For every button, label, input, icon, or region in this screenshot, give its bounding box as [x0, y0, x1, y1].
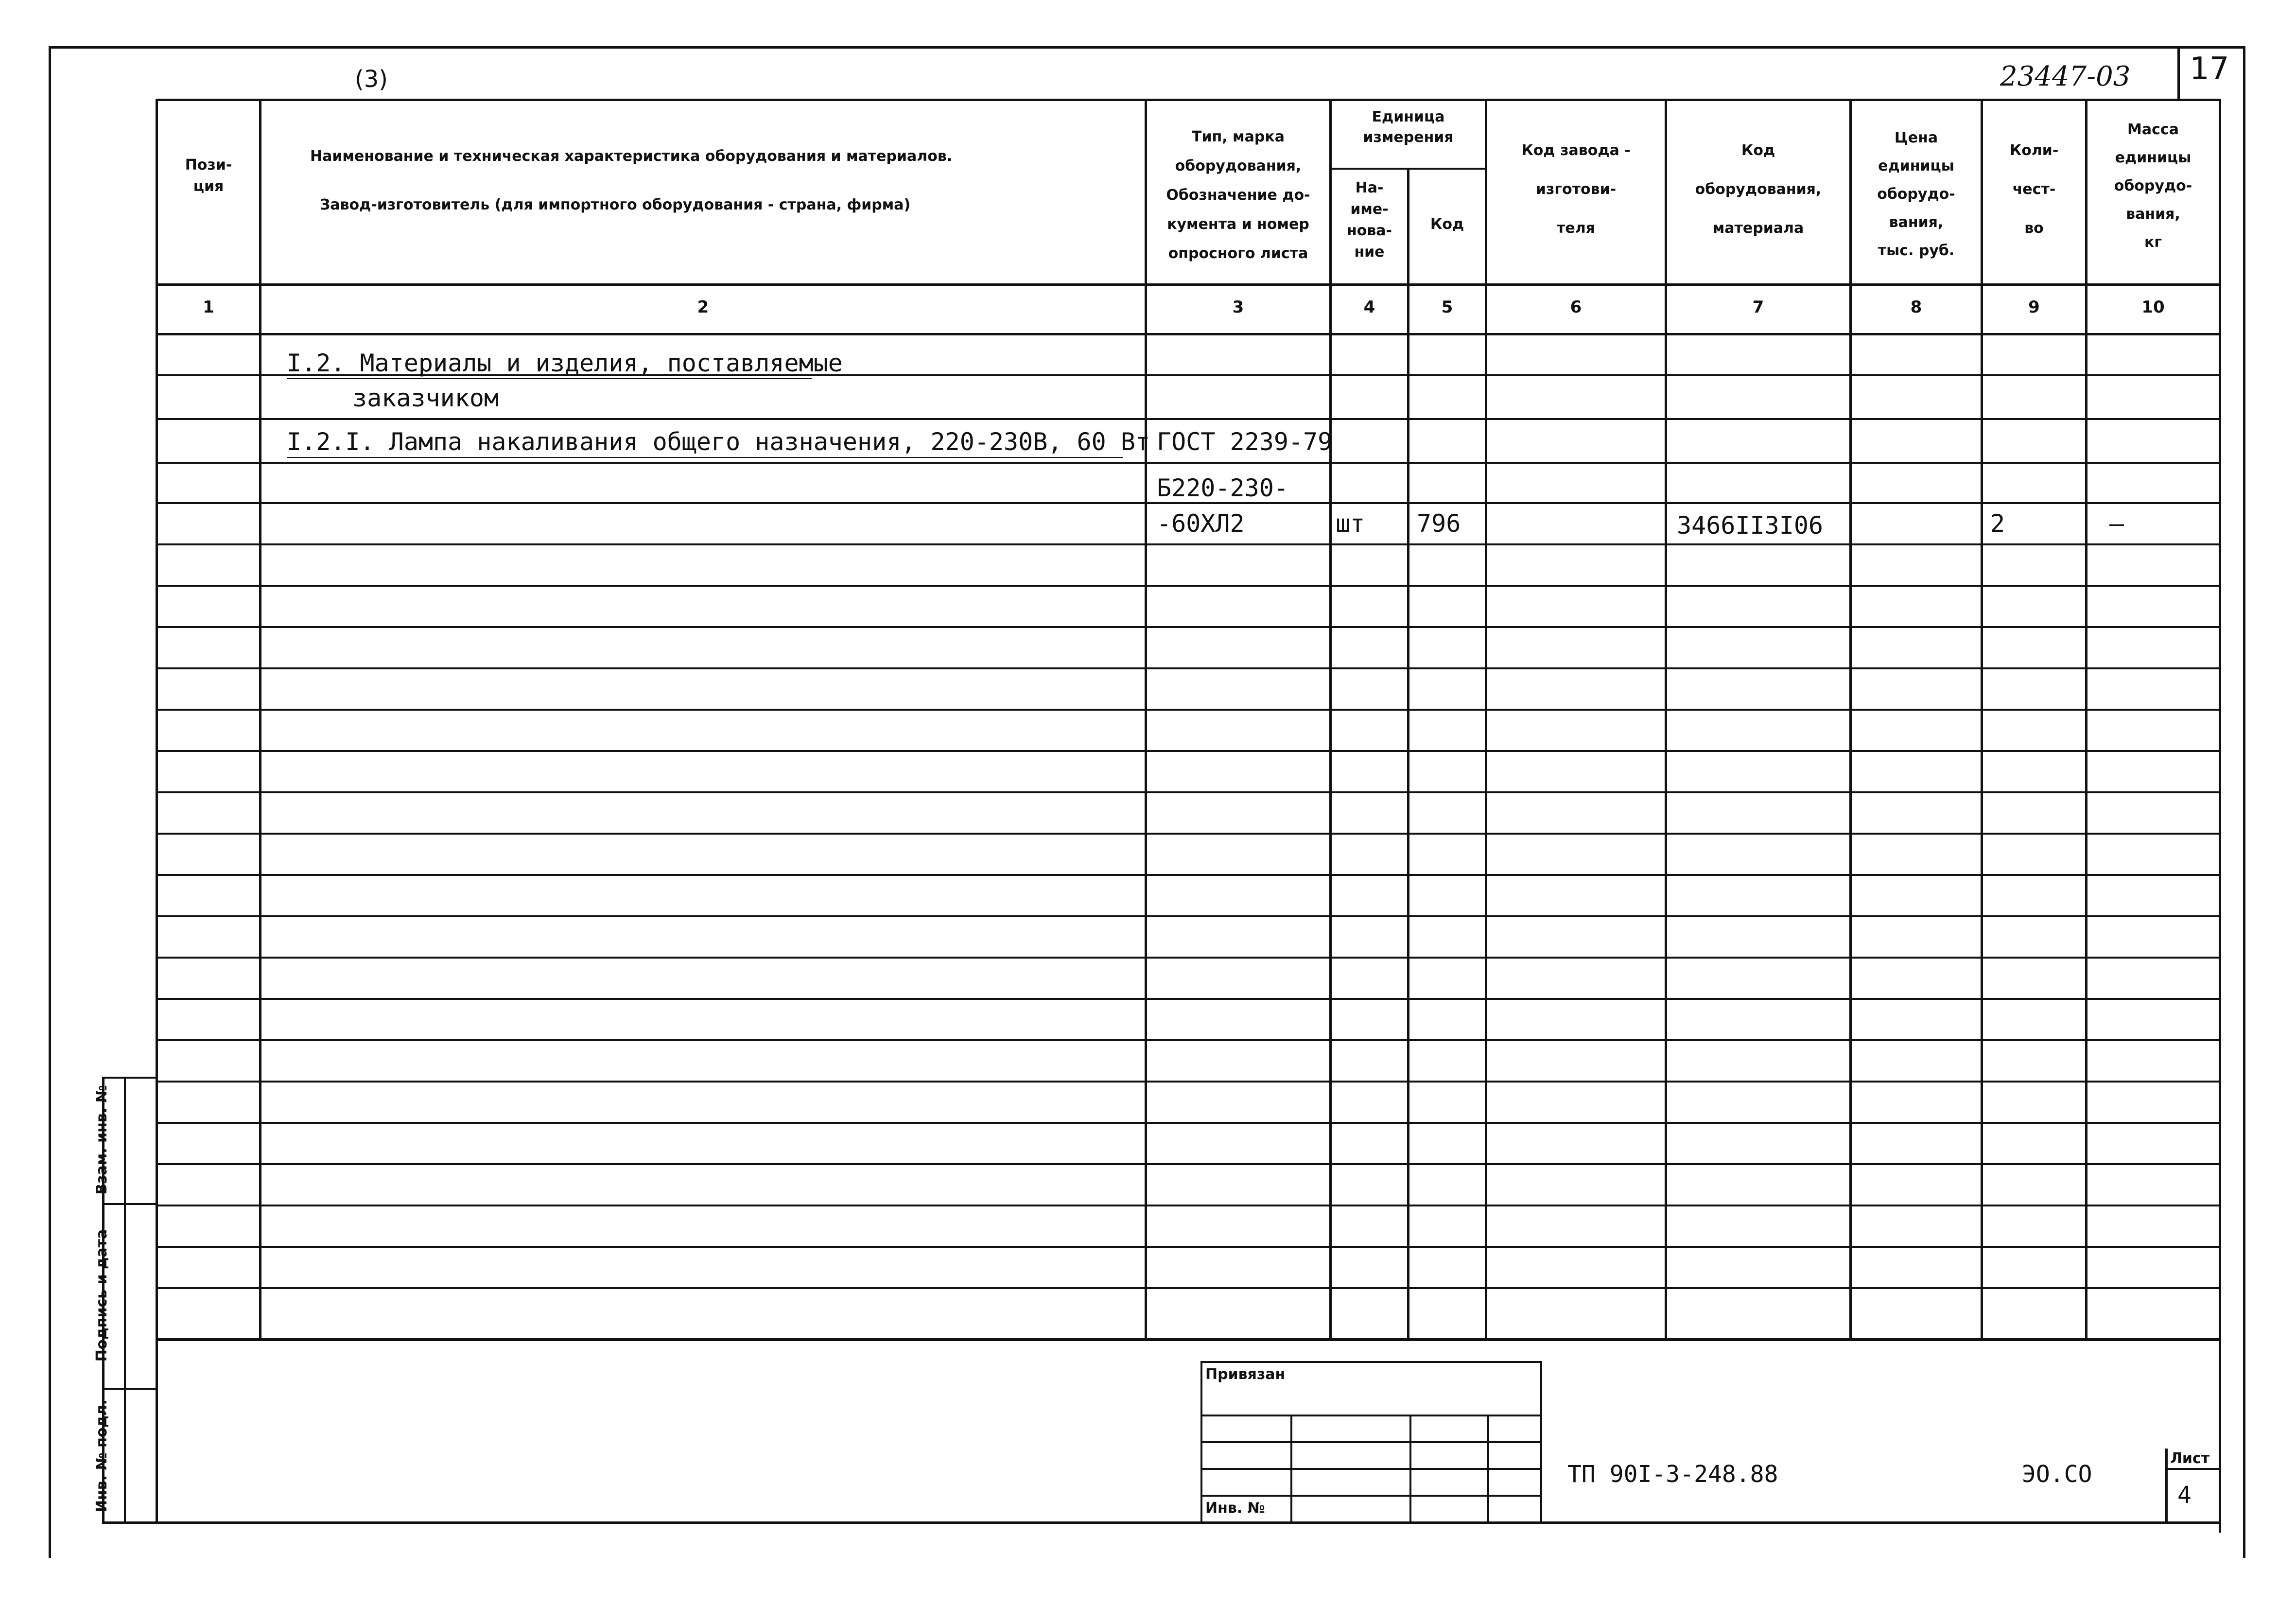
col8-right-line — [1981, 99, 1983, 1338]
list-label: Лист — [2170, 1450, 2210, 1467]
item-type-line3: -60ХЛ2 — [1157, 509, 1245, 538]
body-row-line — [158, 462, 2219, 464]
body-row-line — [158, 1081, 2219, 1083]
body-row-line — [158, 1122, 2219, 1124]
header-price: Цена единицы оборудо- вания, тыс. руб. — [1877, 129, 1955, 259]
colnum-bottom-line — [156, 333, 2221, 335]
col1-right-line — [259, 99, 261, 1338]
stamp-mid-line — [124, 1077, 126, 1524]
item-material-code: 3466II3I06 — [1677, 511, 1824, 540]
col6-right-line — [1665, 99, 1667, 1338]
body-row-line — [158, 667, 2219, 669]
body-row-line — [158, 1246, 2219, 1248]
header-position: Пози- ция — [185, 157, 232, 195]
table-top-line — [156, 99, 2221, 101]
privyazan-top-line — [1200, 1361, 1541, 1363]
header-mass: Масса единицы оборудо- вания, кг — [2114, 121, 2192, 251]
header-unit-group: Единица измерения — [1363, 108, 1454, 146]
item-quantity: 2 — [1990, 509, 2005, 538]
frame-right-line — [2243, 46, 2245, 1558]
stamp-bottom-line — [102, 1521, 2221, 1524]
item-type-line1: ГОСТ 2239-79 — [1157, 428, 1333, 456]
body-row-line — [158, 543, 2219, 545]
vzam-inv-label: Взам. инв. № — [93, 1085, 110, 1195]
inv-no-label: Инв. № — [1205, 1500, 1265, 1517]
body-row-line — [158, 626, 2219, 628]
list-box-mid — [2165, 1468, 2221, 1470]
inv-podl-label: Инв. № подл. — [93, 1399, 110, 1513]
item-type-line2: Б220-230- — [1157, 474, 1288, 502]
header-name-line2: Завод-изготовитель (для импортного оборудования - страна, фирма) — [320, 196, 911, 213]
header-equipment-code: Код оборудования, материала — [1695, 142, 1822, 237]
list-box-left — [2165, 1449, 2168, 1524]
body-row-line — [158, 585, 2219, 587]
privyazan-row-line — [1200, 1441, 1541, 1443]
column-number: 5 — [1441, 297, 1453, 317]
body-row-line — [158, 957, 2219, 959]
section-code: ЭО.СО — [2022, 1461, 2092, 1488]
item-name: I.2.I. Лампа накаливания общего назначения, 220-230В, 60 Вт — [287, 428, 1150, 456]
body-row-line — [158, 998, 2219, 1000]
col5-right-line — [1485, 99, 1487, 1338]
column-number: 9 — [2028, 297, 2040, 317]
item-unit: шт — [1336, 509, 1365, 538]
col2-right-line — [1145, 99, 1147, 1338]
section-marker: (3) — [355, 66, 388, 93]
stamp-right-line — [156, 1338, 158, 1524]
privyazan-col-line — [1290, 1415, 1292, 1524]
privyazan-row-line — [1200, 1415, 1541, 1416]
privyazan-col-line — [1487, 1415, 1489, 1524]
body-row-line — [158, 1163, 2219, 1165]
section-title-line1: I.2. Материалы и изделия, поставляемые — [287, 349, 843, 377]
body-row-line — [158, 750, 2219, 752]
body-row-line — [158, 791, 2219, 793]
body-row-line — [158, 1205, 2219, 1206]
list-number: 4 — [2177, 1482, 2192, 1509]
privyazan-col-line — [1409, 1415, 1411, 1524]
column-number: 7 — [1752, 297, 1764, 317]
header-quantity: Коли- чест- во — [2009, 142, 2059, 237]
body-row-line — [158, 1039, 2219, 1041]
table-right-line — [2219, 99, 2221, 1533]
header-name-line1: Наименование и техническая характеристика оборудования и материалов. — [310, 148, 953, 165]
header-bottom-line — [156, 283, 2221, 286]
item-mass: – — [2109, 509, 2124, 538]
page-number-box-left — [2177, 46, 2180, 100]
header-type: Тип, марка оборудования, Обозначение до- кумента и номер опросного листа — [1166, 128, 1310, 262]
column-number: 6 — [1570, 297, 1582, 317]
column-number: 4 — [1363, 297, 1375, 317]
table-bottom-line — [158, 1338, 2221, 1341]
doc-code: 23447-03 — [2000, 61, 2131, 92]
column-number: 2 — [697, 297, 709, 317]
privyazan-label: Привязан — [1205, 1366, 1286, 1383]
item-name-underline — [287, 457, 1123, 458]
header-unit-code: Код — [1430, 216, 1464, 233]
table-left-line — [156, 99, 158, 1343]
privyazan-row-line — [1200, 1468, 1541, 1470]
col4-right-line — [1407, 168, 1409, 1338]
section-title-underline — [287, 378, 812, 379]
item-unit-code: 796 — [1417, 509, 1461, 538]
col3-right-line — [1329, 99, 1332, 1338]
column-number: 3 — [1232, 297, 1244, 317]
body-row-line — [158, 874, 2219, 876]
header-unit-name: На- име- нова- ние — [1346, 179, 1392, 261]
body-row-line — [158, 1287, 2219, 1289]
body-row-line — [158, 833, 2219, 835]
privyazan-row-line — [1200, 1495, 1541, 1497]
header-factory-code: Код завода - изготови- теля — [1521, 142, 1631, 237]
frame-top-line — [49, 46, 2245, 49]
column-number: 10 — [2141, 297, 2165, 317]
body-row-line — [158, 915, 2219, 917]
designation — [1567, 1461, 1778, 1488]
body-row-line — [158, 418, 2219, 420]
stamp-div1 — [102, 1203, 158, 1205]
col9-right-line — [2085, 99, 2087, 1338]
column-number: 8 — [1910, 297, 1922, 317]
designation-text: ТП 90I-3-248.88 — [1567, 1461, 1778, 1488]
col7-right-line — [1849, 99, 1852, 1338]
page-number: 17 — [2190, 51, 2229, 87]
section-title-line2: заказчиком — [352, 384, 499, 412]
body-row-line — [158, 709, 2219, 711]
column-number: 1 — [203, 297, 214, 317]
podpis-data-label: Подпись и дата — [93, 1229, 110, 1362]
frame-left-line — [49, 46, 51, 1558]
body-row-line — [158, 502, 2219, 504]
